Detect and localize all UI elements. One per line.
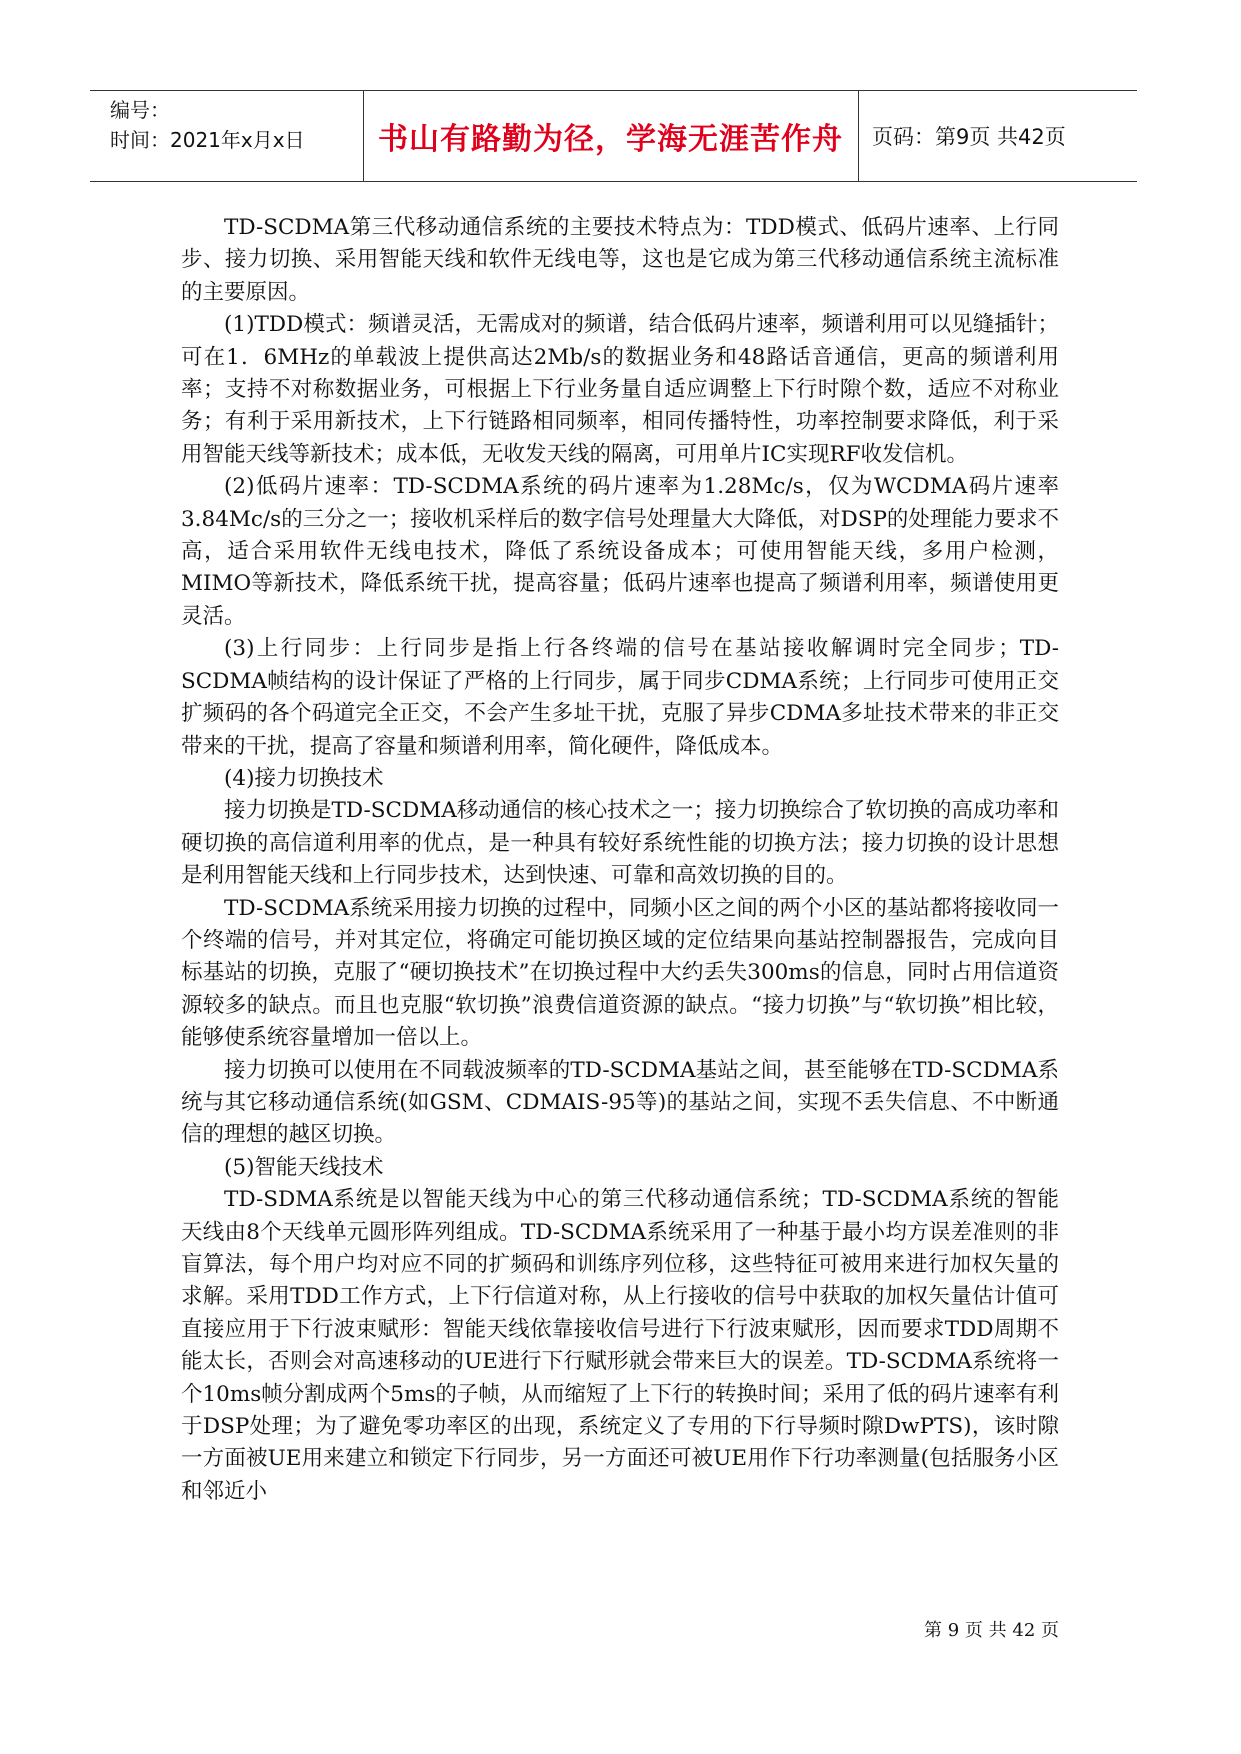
document-time-label: 时间：2021年x月x日 [110,128,305,152]
paragraph-uplink-sync: (3)上行同步：上行同步是指上行各终端的信号在基站接收解调时完全同步；TD-SCDMA帧结构的设计保证了严格的上行同步，属于同步CDMA系统；上行同步可使用正交扩频码的各个码道完全正交，不会产生多址干扰，克服了异步CDMA多址技术带来的非正交带来的干扰，提高了容量和频谱利用率，简化硬件，降低成本。 [181,636,1059,759]
page-header [90,90,1137,182]
section-heading-handover: (4)接力切换技术 [224,765,384,791]
paragraph-handover-process: TD-SCDMA系统采用接力切换的过程中，同频小区之间的两个小区的基站都将接收同一个终端的信号，并对其定位，将确定可能切换区域的定位结果向基站控制器报告，完成向目标基站的切换，克服了“硬切换技术”在切换过程中大约丢失300ms的信息，同时占用信道资源较多的缺点。而且也克服“软切换”浪费信道资源的缺点。“接力切换”与“软切换”相比较，能够使系统容量增加一倍以上。 [181,895,1059,1051]
document-body [181,212,1059,1508]
paragraph-smart-antenna: TD-SDMA系统是以智能天线为中心的第三代移动通信系统；TD-SCDMA系统的智能天线由8个天线单元圆形阵列组成。TD-SCDMA系统采用了一种基于最小均方误差准则的非盲算法，每个用户均对应不同的扩频码和训练序列位移，这些特征可被用来进行加权矢量的求解。采用TDD工作方式，上下行信道对称，从上行接收的信号中获取的加权矢量估计值可直接应用于下行波束赋形：智能天线依靠接收信号进行下行波束赋形，因而要求TDD周期不能太长，否则会对高速移动的UE进行下行赋形就会带来巨大的误差。TD-SCDMA系统将一个10ms帧分割成两个5ms的子帧，从而缩短了上下行的转换时间；采用了低的码片速率有利于DSP处理；为了避免零功率区的出现，系统定义了专用的下行导频时隙DwPTS)，该时隙一方面被UE用来建立和锁定下行同步，另一方面还可被UE用作下行功率测量(包括服务小区和邻近小 [181,1187,1059,1504]
header-page-info: 页码：第9页 共42页 [872,125,1066,149]
section-heading-smart-antenna: (5)智能天线技术 [224,1154,384,1180]
page-footer: 第 9 页 共 42 页 [924,1620,1059,1641]
paragraph-tdd-mode: (1)TDD模式：频谱灵活，无需成对的频谱，结合低码片速率，频谱利用可以见缝插针；可在1．6MHz的单载波上提供高达2Mb/s的数据业务和48路话音通信，更高的频谱利用率；支持不对称数据业务，可根据上下行业务量自适应调整上下行时隙个数，适应不对称业务；有利于采用新技术，上下行链路相同频率，相同传播特性，功率控制要求降低，利于采用智能天线等新技术；成本低，无收发天线的隔离，可用单片IC实现RF收发信机。 [181,312,1059,467]
paragraph-handover-overview: 接力切换是TD-SCDMA移动通信的核心技术之一；接力切换综合了软切换的高成功率和硬切换的高信道利用率的优点，是一种具有较好系统性能的切换方法；接力切换的设计思想是利用智能天线和上行同步技术，达到快速、可靠和高效切换的目的。 [181,798,1059,889]
document-number-label: 编号： [110,98,170,122]
paragraph-intro: TD-SCDMA第三代移动通信系统的主要技术特点为：TDD模式、低码片速率、上行同步、接力切换、采用智能天线和软件无线电等，这也是它成为第三代移动通信系统主流标准的主要原因。 [181,215,1059,305]
paragraph-low-chip-rate: (2)低码片速率：TD-SCDMA系统的码片速率为1.28Mc/s，仅为WCDMA码片速率3.84Mc/s的三分之一；接收机采样后的数字信号处理量大大降低，对DSP的处理能力要求不高，适合采用软件无线电技术，降低了系统设备成本；可使用智能天线，多用户检测，MIMO等新技术，降低系统干扰，提高容量；低码片速率也提高了频谱利用率，频谱使用更灵活。 [181,474,1059,629]
header-motto: 书山有路勤为径，学海无涯苦作舟 [378,122,843,157]
paragraph-handover-scope: 接力切换可以使用在不同载波频率的TD-SCDMA基站之间，甚至能够在TD-SCDMA系统与其它移动通信系统(如GSM、CDMAIS-95等)的基站之间，实现不丢失信息、不中断通信的理想的越区切换。 [181,1057,1059,1148]
